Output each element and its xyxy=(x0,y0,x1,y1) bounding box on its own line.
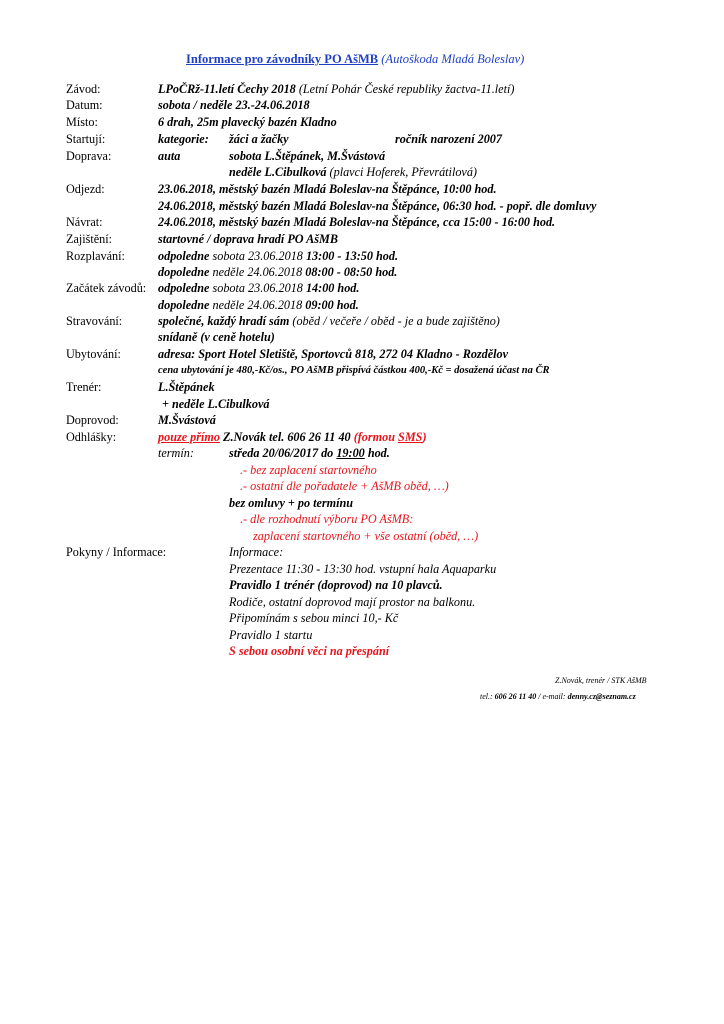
label-navrat: Návrat: xyxy=(66,215,103,229)
label-rozplavani: Rozplavání: xyxy=(66,249,125,263)
rozplavani-r1-time: 13:00 - 13:50 hod. xyxy=(305,249,399,263)
stravovani-note: (oběd / večeře / oběd - je a bude zajištěno) xyxy=(292,314,500,328)
pokyny-l6: Pravidlo 1 startu xyxy=(229,628,313,642)
odhlasky-termin xyxy=(229,446,390,460)
zacatek-row2 xyxy=(158,298,359,312)
startuji-kategorie: kategorie: xyxy=(158,132,209,146)
label-odhlasky: Odhlášky: xyxy=(66,430,117,444)
misto-value: 6 drah, 25m plavecký bazén Kladno xyxy=(158,115,337,129)
zacatek-r1-day: sobota 23.06.2018 xyxy=(212,281,303,295)
stravovani-row1 xyxy=(158,314,500,328)
odhlasky-termin-suffix: hod. xyxy=(367,446,390,460)
stravovani-main: společné, každý hradí sám xyxy=(158,314,290,328)
zavod-name: LPoČRž-11.letí Čechy 2018 xyxy=(158,82,296,96)
footer-tel: 606 26 11 40 xyxy=(494,692,537,701)
label-doprava: Doprava: xyxy=(66,149,112,163)
rozplavani-r2-day: neděle 24.06.2018 xyxy=(212,265,303,279)
label-datum: Datum: xyxy=(66,98,103,112)
startuji-kat-value: žáci a žačky xyxy=(229,132,289,146)
navrat-value: 24.06.2018, městský bazén Mladá Boleslav-na Štěpánce, cca 15:00 - 16:00 hod. xyxy=(158,215,556,229)
title-sub: (Autoškoda Mladá Boleslav) xyxy=(381,52,525,66)
zacatek-row1 xyxy=(158,281,359,295)
odhlasky-item3: .- dle rozhodnutí výboru PO AšMB: xyxy=(240,512,414,526)
odhlasky-termin-time: 19:00 xyxy=(336,446,365,460)
footer-contact xyxy=(480,692,636,702)
label-zavod: Závod: xyxy=(66,82,101,96)
rozplavani-row1 xyxy=(158,249,398,263)
odhlasky-contact: Z.Novák tel. 606 26 11 40 xyxy=(223,430,351,444)
startuji-rocnik: ročník narození 2007 xyxy=(395,132,502,146)
title-main: Informace pro závodníky PO AšMB xyxy=(186,52,379,66)
doprava-line2-name: neděle L.Cibulková xyxy=(229,165,327,179)
odhlasky-row xyxy=(158,430,427,444)
pokyny-l1: Informace: xyxy=(229,545,284,559)
odhlasky-item4: zaplacení startovného + vše ostatní (oběd, …) xyxy=(253,529,479,543)
rozplavani-row2 xyxy=(158,265,397,279)
odhlasky-sms: SMS xyxy=(398,430,423,444)
zavod-row xyxy=(158,82,514,96)
zacatek-r1-time: 14:00 hod. xyxy=(305,281,360,295)
zacatek-r2-day: neděle 24.06.2018 xyxy=(212,298,303,312)
datum-value: sobota / neděle 23.-24.06.2018 xyxy=(158,98,310,112)
doprava-mode: auta xyxy=(158,149,181,163)
zajisteni-value: startovné / doprava hradí PO AšMB xyxy=(158,232,339,246)
label-misto: Místo: xyxy=(66,115,98,129)
doprovod-value: M.Švástová xyxy=(158,413,216,427)
label-doprovod: Doprovod: xyxy=(66,413,119,427)
label-startuji: Startují: xyxy=(66,132,106,146)
odhlasky-forma-pre: (formou xyxy=(353,430,395,444)
footer-email-label: / e-mail: xyxy=(538,692,566,701)
doprava-line2 xyxy=(229,165,477,179)
odhlasky-bez-omluvy: bez omluvy + po termínu xyxy=(229,496,354,510)
zacatek-r1-when: odpoledne xyxy=(158,281,210,295)
pokyny-l4: Rodiče, ostatní doprovod mají prostor na balkonu. xyxy=(229,595,476,609)
rozplavani-r2-when: dopoledne xyxy=(158,265,210,279)
odhlasky-item1: .- bez zaplacení startovného xyxy=(240,463,377,477)
odhlasky-pouze: pouze přímo xyxy=(158,430,220,444)
label-odjezd: Odjezd: xyxy=(66,182,105,196)
label-trener: Trenér: xyxy=(66,380,102,394)
doprava-line1: sobota L.Štěpánek, M.Švástová xyxy=(229,149,386,163)
ubytovani-address: adresa: Sport Hotel Sletiště, Sportovců 818, 272 04 Kladno - Rozdělov xyxy=(158,347,509,361)
label-pokyny: Pokyny / Informace: xyxy=(66,545,167,559)
odjezd-line2: 24.06.2018, městský bazén Mladá Boleslav-na Štěpánce, 06:30 hod. - popř. dle domluvy xyxy=(158,199,597,213)
trener-line2: + neděle L.Cibulková xyxy=(162,397,270,411)
label-stravovani: Stravování: xyxy=(66,314,123,328)
rozplavani-r1-day: sobota 23.06.2018 xyxy=(212,249,303,263)
footer-tel-label: tel.: xyxy=(480,692,493,701)
odhlasky-termin-date: středa 20/06/2017 do xyxy=(229,446,334,460)
trener-line1: L.Štěpánek xyxy=(158,380,215,394)
odhlasky-termin-label: termín: xyxy=(158,446,194,460)
stravovani-line2: snídaně (v ceně hotelu) xyxy=(158,330,275,344)
odhlasky-item2: .- ostatní dle pořadatele + AšMB oběd, …) xyxy=(240,479,449,493)
label-ubytovani: Ubytování: xyxy=(66,347,121,361)
zacatek-r2-time: 09:00 hod. xyxy=(305,298,359,312)
odjezd-line1: 23.06.2018, městský bazén Mladá Boleslav-na Štěpánce, 10:00 hod. xyxy=(158,182,497,196)
ubytovani-price: cena ubytování je 480,-Kč/os., PO AšMB přispívá částkou 400,-Kč = dosažená účast na ČR xyxy=(158,365,550,376)
doprava-line2-note: (plavci Hoferek, Převrátilová) xyxy=(329,165,477,179)
footer-email: denny.cz@seznam.cz xyxy=(567,692,636,701)
odhlasky-forma-post: ) xyxy=(422,430,427,444)
rozplavani-r2-time: 08:00 - 08:50 hod. xyxy=(305,265,398,279)
label-zacatek: Začátek závodů: xyxy=(66,281,147,295)
pokyny-l7: S sebou osobní věci na přespání xyxy=(229,644,390,658)
zacatek-r2-when: dopoledne xyxy=(158,298,210,312)
pokyny-l5: Připomínám s sebou minci 10,- Kč xyxy=(229,611,399,625)
footer-sign: Z.Novák, trenér / STK AšMB xyxy=(555,676,647,685)
label-zajisteni: Zajištění: xyxy=(66,232,113,246)
pokyny-l2: Prezentace 11:30 - 13:30 hod. vstupní hala Aquaparku xyxy=(229,562,497,576)
rozplavani-r1-when: odpoledne xyxy=(158,249,210,263)
zavod-desc: (Letní Pohár České republiky žactva-11.letí) xyxy=(298,82,515,96)
pokyny-l3: Pravidlo 1 trénér (doprovod) na 10 plavců. xyxy=(229,578,443,592)
page-title xyxy=(186,52,524,66)
